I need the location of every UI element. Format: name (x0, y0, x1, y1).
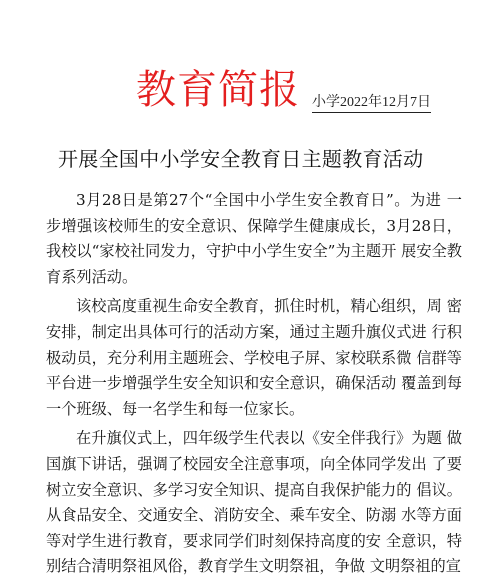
newsletter-title: 教育简报 (136, 67, 300, 113)
article-paragraph-2: 该校高度重视生命安全教育，抓住时机，精心组织，周 密安排，制定出具体可行的活动方案，通过主题升旗仪式进 行积极动员，充分利用主题班会、学校电子屏、家校联系微 信群等平台进一步增强学生安全知识和安全意识，确保活动 覆盖到每一个班级、每一名学生和每一位家长。 (46, 297, 462, 418)
article-body (46, 188, 462, 580)
issue-date: 小学2022年12月7日 (312, 94, 431, 113)
article-paragraph-1: 3月28日是第27个“全国中小学生安全教育日”。为进 一步增强该校师生的安全意识、保障学生健康成长，3月28日，我校以“家校社同发力，守护中小学生安全”为主题开 展安全教育系列活动。 (46, 191, 462, 286)
masthead (0, 66, 500, 126)
article-paragraph-3: 在升旗仪式上，四年级学生代表以《安全伴我行》为题 做国旗下讲话，强调了校园安全注意事项，向全体同学发出 了要树立安全意识、多学习安全知识、提高自我保护能力的 倡议。从食品安全、交通安全、消防安全、乘车安全、防溺 水等方面等对学生进行教育，要求同学们时刻保持高度的安 全意识，特别结合清明祭祖风俗，教育学生文明祭祖，争做 文明祭祖的宣 (46, 429, 462, 576)
article-headline: 开展全国中小学安全教育日主题教育活动 (58, 147, 424, 171)
